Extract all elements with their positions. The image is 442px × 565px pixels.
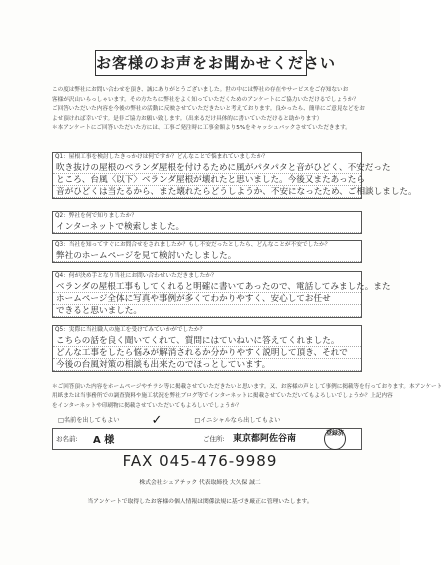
answer-line: ところ、台風〈以下〉ベランダ屋根が壊れたと思いました。今後又またあったら [53,174,361,186]
intro-line: この度は弊社にお問い合わせを頂き、誠にありがとうございました。世の中には弊社の存在やサービスをご存知ないお [52,87,349,93]
intro-line: ＊本アンケートにご回答いただいた方には、工事ご発注時に工事金額より5%をキャッシュバックさせていただきます。 [52,125,351,132]
answer-line: どんな工事をしたら悩みが解消されるか分かりやすく説明して頂き、それで [53,347,361,359]
privacy-note: 当アンケートで取得したお客様の個人情報は関係法規に基づき厳正に管理いたします。 [87,499,313,505]
intro-text [52,86,365,134]
answer-line: ベランダの屋根工事もしてくれると明確に書いてあったので、電話してみました。また [53,281,361,293]
question-4-label: Q4：何が決め手となり当社にお問い合わせいただきましたか？ [55,273,217,279]
answer-line: 音がひどくは当たるから、また壊れたらどうしようか、不安になったため、ご相談しました。 [53,186,361,198]
answer-line: こちらの話を良く聞いてくれて、質問にはていねいに答えてくれました。 [53,335,361,347]
publication-consent-note [52,383,442,411]
note-line: 用紙または当事務所での調査資料や施工状況を弊社ブログ等でインターネットに掲載させていただいてもよろしいでしょうか？上記内容 [52,393,393,400]
question-2-answer [53,221,361,233]
answer-line: 吹き抜けの屋根のベランダ屋根を付けるために風がパタパタと音がひどく、不安だった [53,162,361,174]
question-1-answer [53,162,417,198]
note-line: をインターネットや印刷物に掲載させていただいてもよろしいでしょうか？ [52,402,242,409]
option-named-checkbox[interactable]: □名前を出してもよい [58,417,120,424]
question-5-label: Q5：実際に当社職人の施工を受けてみていかがでしたか？ [55,327,206,333]
answer-line: インターネットで検索しました。 [53,221,361,233]
name-label: お名前: [56,435,78,443]
question-3-box [52,240,362,263]
answer-line: 弊社のホームページを見て検討いたしました。 [53,250,361,262]
seal-stamp-icon: 登録済 [324,428,346,450]
fax-number: FAX 045-476-9989 [122,452,278,470]
question-4-answer [53,281,391,317]
address-label: ご住所: [203,435,225,443]
answer-line: できると思いました。 [53,305,361,317]
question-2-box [52,211,362,234]
checkmark-icon: ✓ [151,413,163,428]
note-line: ＊ご回答頂いた内容をホームページやチラシ等に掲載させていただきたいと思います。又、お客様の声として事例に掲載等を行っております。本アンケート [52,384,442,390]
question-1-label: Q1：屋根工事を検討したきっかけは何ですか？どんなことで悩まれていましたか？ [55,154,268,160]
intro-line: よせ頂ければ幸いです。是非ご協力お願い致します。（出来るだけ具体的に書いていただけると助かります） [52,115,323,122]
name-value: A 様 [93,435,115,446]
company-name: 株式会社シェアテック 代表取締役 大久保 誠二 [139,480,261,486]
intro-line: ご回答いただいた内容を今後の弊社の活動に反映させていただきたいと考えております。良かったら、簡単にご意見などをお [52,106,365,113]
answer-line: 今後の台風対策の相談も出来たのでほっとしています。 [53,359,361,371]
question-3-answer [53,250,361,262]
answer-line: ホームページ全体に写真や事例が多くてわかりやすく、安心してお任せ [53,293,361,305]
address-value: 東京都阿佐谷南 [233,434,297,444]
option-initials-checkbox[interactable]: □イニシャルなら出してもよい [194,417,281,424]
page-title: お客様のお声をお聞かせください [95,50,307,76]
consent-options [58,411,310,426]
question-3-label: Q3：当社を知ってすぐにお問合せをされましたか？もし不安だったとしたら、どんなことが不安でしたか？ [55,242,331,248]
intro-line: 客様が沢山いらっしゃいます。その方たちに弊社をよく知っていただくためのアンケートにご協力いただけるでしょうか？ [52,96,359,103]
question-4-box [52,271,391,318]
question-2-label: Q2：弊社を何で知りましたか？ [55,213,138,219]
question-1-box [52,152,417,199]
question-5-box [52,325,362,372]
customer-info-row [52,428,362,450]
question-5-answer [53,335,361,371]
